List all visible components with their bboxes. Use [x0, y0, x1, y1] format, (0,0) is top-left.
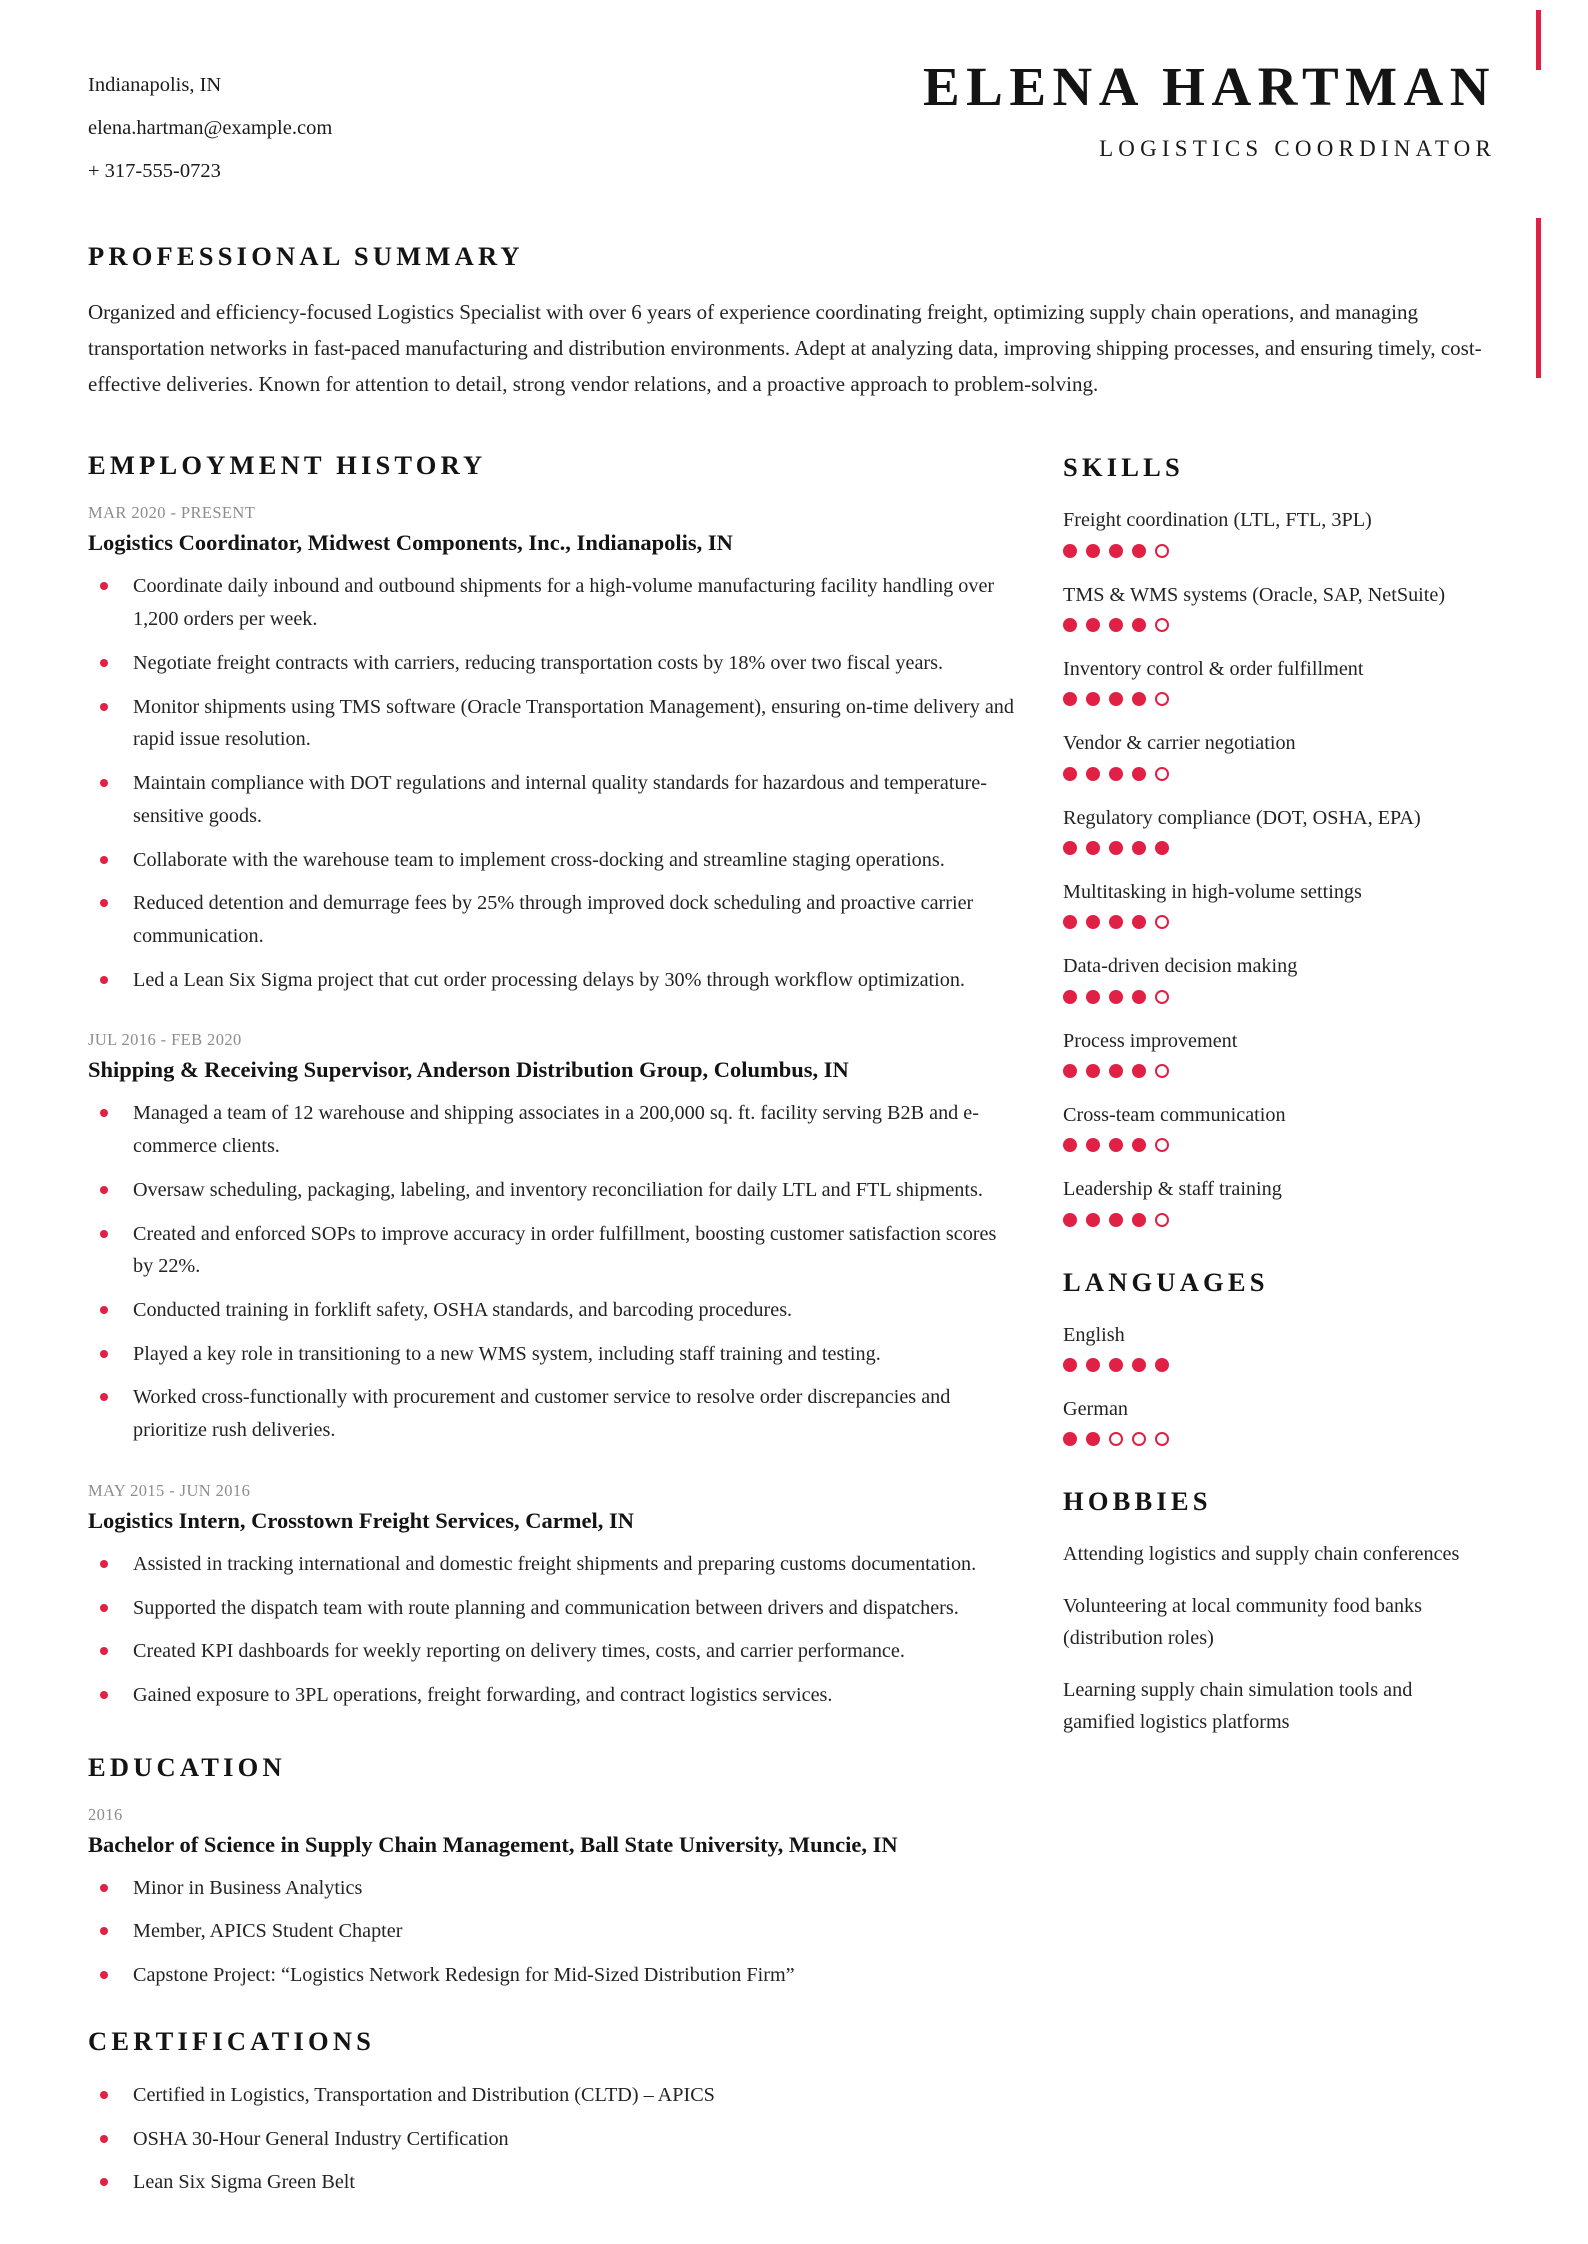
rating-dot-filled [1109, 1138, 1123, 1152]
rating-dot-filled [1086, 841, 1100, 855]
rating-dot-filled [1132, 767, 1146, 781]
rated-item [1063, 1174, 1463, 1226]
languages-item-list [1063, 1320, 1463, 1447]
bullet-item: Led a Lean Six Sigma project that cut order processing delays by 30% through workflow optimization. [88, 964, 1015, 997]
entry-date: 2016 [88, 1804, 123, 1824]
entry-bullet-list [88, 1548, 1015, 1712]
rating-dot-filled [1063, 990, 1077, 1004]
rating-dot-filled [1063, 915, 1077, 929]
rating-dot-filled [1063, 618, 1077, 632]
rating-dot-empty [1155, 915, 1169, 929]
accent-bar-summary [1536, 218, 1541, 378]
entry-title: Shipping & Receiving Supervisor, Anderson Distribution Group, Columbus, IN [88, 1057, 849, 1083]
professional-summary-section [0, 193, 1588, 402]
rating-dots [1063, 767, 1463, 781]
rating-dot-empty [1155, 1213, 1169, 1227]
rating-dot-filled [1063, 544, 1077, 558]
rating-dots [1063, 1064, 1463, 1078]
education-entry-list [88, 1805, 1015, 1992]
certifications-section [88, 2026, 1015, 2199]
accent-bar-top [1536, 10, 1541, 70]
rated-item-label: Cross-team communication [1063, 1103, 1286, 1126]
name-block [923, 58, 1518, 162]
rated-item [1063, 877, 1463, 929]
entry-bullet-list [88, 570, 1015, 996]
rating-dot-filled [1086, 544, 1100, 558]
rating-dot-filled [1086, 1064, 1100, 1078]
skills-item-list [1063, 505, 1463, 1226]
contact-location: Indianapolis, IN [88, 74, 222, 96]
rating-dot-filled [1063, 1064, 1077, 1078]
rating-dot-filled [1086, 1138, 1100, 1152]
rated-item-label: Data-driven decision making [1063, 955, 1298, 978]
bullet-item: Reduced detention and demurrage fees by 25% through improved dock scheduling and proactive carrier communication. [88, 887, 1015, 952]
rating-dots [1063, 841, 1463, 855]
entry-date: MAR 2020 - PRESENT [88, 503, 256, 523]
rating-dot-empty [1155, 618, 1169, 632]
employment-history-section [88, 450, 1015, 1711]
resume-header [0, 0, 1588, 193]
candidate-name: ELENA HARTMAN [922, 56, 1496, 117]
rated-item [1063, 1100, 1463, 1152]
rated-item-label: Regulatory compliance (DOT, OSHA, EPA) [1063, 806, 1421, 829]
section-title-employment: EMPLOYMENT HISTORY [88, 450, 487, 481]
rating-dot-filled [1132, 1064, 1146, 1078]
summary-text: Organized and efficiency-focused Logistics Specialist with over 6 years of experience coordinating freight, optimizing supply chain operations, and managing transportation networks in fast-paced manufacturing and distribution environments. Adept at analyzing data, improving shipping processes, and ensuring timely, cost-effective deliveries. Known for attention to detail, strong vendor relations, and a proactive approach to problem-solving. [88, 300, 1482, 397]
rated-item-label: Freight coordination (LTL, FTL, 3PL) [1063, 509, 1372, 532]
sidebar-column [1063, 450, 1463, 1758]
rating-dot-filled [1155, 1358, 1169, 1372]
experience-entry [88, 1030, 1015, 1446]
rating-dot-empty [1109, 1432, 1123, 1446]
rating-dot-filled [1109, 1213, 1123, 1227]
bullet-item: Managed a team of 12 warehouse and shipping associates in a 200,000 sq. ft. facility serving B2B and e-commerce clients. [88, 1097, 1015, 1162]
rating-dot-filled [1086, 915, 1100, 929]
rating-dot-filled [1109, 1358, 1123, 1372]
languages-section [1063, 1267, 1463, 1447]
rating-dots [1063, 1138, 1463, 1152]
entry-title: Bachelor of Science in Supply Chain Management, Ball State University, Muncie, IN [88, 1831, 898, 1857]
bullet-item: Collaborate with the warehouse team to implement cross-docking and streamline staging operations. [88, 844, 1015, 877]
rated-item-label: English [1063, 1323, 1125, 1346]
bullet-item: Lean Six Sigma Green Belt [88, 2166, 1015, 2199]
entry-bullet-list [88, 1872, 1015, 1992]
rating-dots [1063, 1213, 1463, 1227]
contact-email[interactable]: elena.hartman@example.com [88, 117, 333, 140]
hobbies-section [1063, 1486, 1463, 1739]
bullet-item: Coordinate daily inbound and outbound shipments for a high-volume manufacturing facility handling over 1,200 orders per week. [88, 570, 1015, 635]
rating-dot-filled [1063, 692, 1077, 706]
section-title-hobbies: HOBBIES [1063, 1486, 1212, 1517]
bullet-item: Capstone Project: “Logistics Network Redesign for Mid-Sized Distribution Firm” [88, 1959, 1015, 1992]
rating-dot-filled [1132, 1358, 1146, 1372]
rated-item [1063, 728, 1463, 780]
rating-dot-empty [1155, 1432, 1169, 1446]
rating-dot-filled [1063, 767, 1077, 781]
experience-entry [88, 1481, 1015, 1712]
rating-dot-filled [1155, 841, 1169, 855]
rating-dot-filled [1132, 692, 1146, 706]
rating-dot-filled [1086, 1213, 1100, 1227]
rating-dot-filled [1109, 692, 1123, 706]
rating-dot-filled [1063, 1358, 1077, 1372]
education-section [88, 1752, 1015, 1992]
rating-dot-filled [1109, 1064, 1123, 1078]
bullet-item: Created and enforced SOPs to improve accuracy in order fulfillment, boosting customer satisfaction scores by 22%. [88, 1218, 1015, 1283]
experience-entry [88, 503, 1015, 996]
employment-entry-list [88, 503, 1015, 1711]
rating-dot-filled [1109, 544, 1123, 558]
rating-dot-filled [1063, 1213, 1077, 1227]
bullet-item: Minor in Business Analytics [88, 1872, 1015, 1905]
bullet-item: OSHA 30-Hour General Industry Certification [88, 2123, 1015, 2156]
rated-item [1063, 505, 1463, 557]
rating-dot-filled [1063, 841, 1077, 855]
rated-item-label: Leadership & staff training [1063, 1178, 1282, 1201]
rating-dots [1063, 692, 1463, 706]
rating-dot-filled [1132, 841, 1146, 855]
rating-dot-filled [1109, 767, 1123, 781]
bullet-item: Played a key role in transitioning to a new WMS system, including staff training and testing. [88, 1338, 1015, 1371]
rating-dot-filled [1109, 990, 1123, 1004]
rated-item [1063, 1394, 1463, 1446]
hobby-item: Volunteering at local community food banks (distribution roles) [1063, 1595, 1423, 1650]
rating-dots [1063, 1358, 1463, 1372]
rated-item [1063, 654, 1463, 706]
rating-dot-filled [1086, 990, 1100, 1004]
section-title-summary: PROFESSIONAL SUMMARY [88, 241, 524, 272]
rated-item-label: Inventory control & order fulfillment [1063, 658, 1364, 681]
section-title-education: EDUCATION [88, 1751, 286, 1782]
bullet-item: Negotiate freight contracts with carriers, reducing transportation costs by 18% over two fiscal years. [88, 647, 1015, 680]
entry-title: Logistics Coordinator, Midwest Components, Inc., Indianapolis, IN [88, 530, 733, 556]
bullet-item: Worked cross-functionally with procurement and customer service to resolve order discrepancies and prioritize rush deliveries. [88, 1381, 1015, 1446]
bullet-item: Maintain compliance with DOT regulations and internal quality standards for hazardous and temperature-sensitive goods. [88, 767, 1015, 832]
rated-item [1063, 1026, 1463, 1078]
resume-body [0, 402, 1588, 2210]
rating-dot-empty [1155, 1064, 1169, 1078]
rated-item-label: Vendor & carrier negotiation [1063, 732, 1296, 755]
rating-dot-filled [1063, 1432, 1077, 1446]
main-column [88, 450, 1063, 2210]
rating-dot-empty [1155, 692, 1169, 706]
rating-dot-empty [1155, 990, 1169, 1004]
rating-dots [1063, 915, 1463, 929]
rating-dot-filled [1132, 618, 1146, 632]
rating-dot-empty [1155, 1138, 1169, 1152]
rated-item [1063, 1320, 1463, 1372]
rating-dots [1063, 1432, 1463, 1446]
rating-dot-filled [1132, 990, 1146, 1004]
rated-item-label: Process improvement [1063, 1029, 1238, 1052]
certification-bullet-list [88, 2079, 1015, 2199]
entry-date: MAY 2015 - JUN 2016 [88, 1480, 251, 1500]
rating-dot-filled [1132, 915, 1146, 929]
rating-dot-empty [1132, 1432, 1146, 1446]
section-title-certifications: CERTIFICATIONS [88, 2025, 376, 2056]
rating-dot-filled [1086, 1358, 1100, 1372]
rating-dot-filled [1086, 618, 1100, 632]
skills-section [1063, 452, 1463, 1226]
bullet-item: Conducted training in forklift safety, OSHA standards, and barcoding procedures. [88, 1294, 1015, 1327]
rating-dots [1063, 618, 1463, 632]
rating-dot-filled [1132, 544, 1146, 558]
bullet-item: Certified in Logistics, Transportation and Distribution (CLTD) – APICS [88, 2079, 1015, 2112]
hobby-item: Attending logistics and supply chain conferences [1063, 1543, 1460, 1566]
entry-title: Logistics Intern, Crosstown Freight Services, Carmel, IN [88, 1507, 634, 1533]
hobbies-item-list [1063, 1539, 1463, 1739]
rated-item-label: TMS & WMS systems (Oracle, SAP, NetSuite) [1063, 583, 1446, 606]
rated-item [1063, 951, 1463, 1003]
entry-date: JUL 2016 - FEB 2020 [88, 1030, 242, 1050]
rating-dots [1063, 990, 1463, 1004]
hobby-item: Learning supply chain simulation tools and gamified logistics platforms [1063, 1678, 1413, 1733]
contact-block [88, 58, 332, 193]
rating-dot-filled [1109, 915, 1123, 929]
rating-dot-filled [1109, 618, 1123, 632]
section-title-languages: LANGUAGES [1063, 1266, 1269, 1297]
rating-dot-filled [1132, 1138, 1146, 1152]
rating-dot-filled [1109, 841, 1123, 855]
rating-dot-empty [1155, 767, 1169, 781]
rating-dot-filled [1132, 1213, 1146, 1227]
bullet-item: Assisted in tracking international and domestic freight shipments and preparing customs documentation. [88, 1548, 1015, 1581]
bullet-item: Created KPI dashboards for weekly reporting on delivery times, costs, and carrier performance. [88, 1635, 1015, 1668]
rated-item [1063, 803, 1463, 855]
rating-dot-empty [1155, 544, 1169, 558]
rating-dot-filled [1086, 692, 1100, 706]
bullet-item: Supported the dispatch team with route planning and communication between drivers and dispatchers. [88, 1592, 1015, 1625]
bullet-item: Monitor shipments using TMS software (Oracle Transportation Management), ensuring on-time delivery and rapid issue resolution. [88, 691, 1015, 756]
entry-bullet-list [88, 1097, 1015, 1446]
rating-dots [1063, 544, 1463, 558]
candidate-job-title: LOGISTICS COORDINATOR [1099, 135, 1496, 161]
section-title-skills: SKILLS [1063, 452, 1184, 483]
bullet-item: Oversaw scheduling, packaging, labeling, and inventory reconciliation for daily LTL and FTL shipments. [88, 1174, 1015, 1207]
rating-dot-filled [1086, 767, 1100, 781]
experience-entry [88, 1805, 1015, 1992]
rating-dot-filled [1063, 1138, 1077, 1152]
rated-item [1063, 580, 1463, 632]
bullet-item: Gained exposure to 3PL operations, freight forwarding, and contract logistics services. [88, 1679, 1015, 1712]
contact-phone[interactable]: + 317-555-0723 [88, 160, 221, 183]
bullet-item: Member, APICS Student Chapter [88, 1915, 1015, 1948]
rated-item-label: Multitasking in high-volume settings [1063, 881, 1362, 904]
rated-item-label: German [1063, 1397, 1129, 1420]
rating-dot-filled [1086, 1432, 1100, 1446]
